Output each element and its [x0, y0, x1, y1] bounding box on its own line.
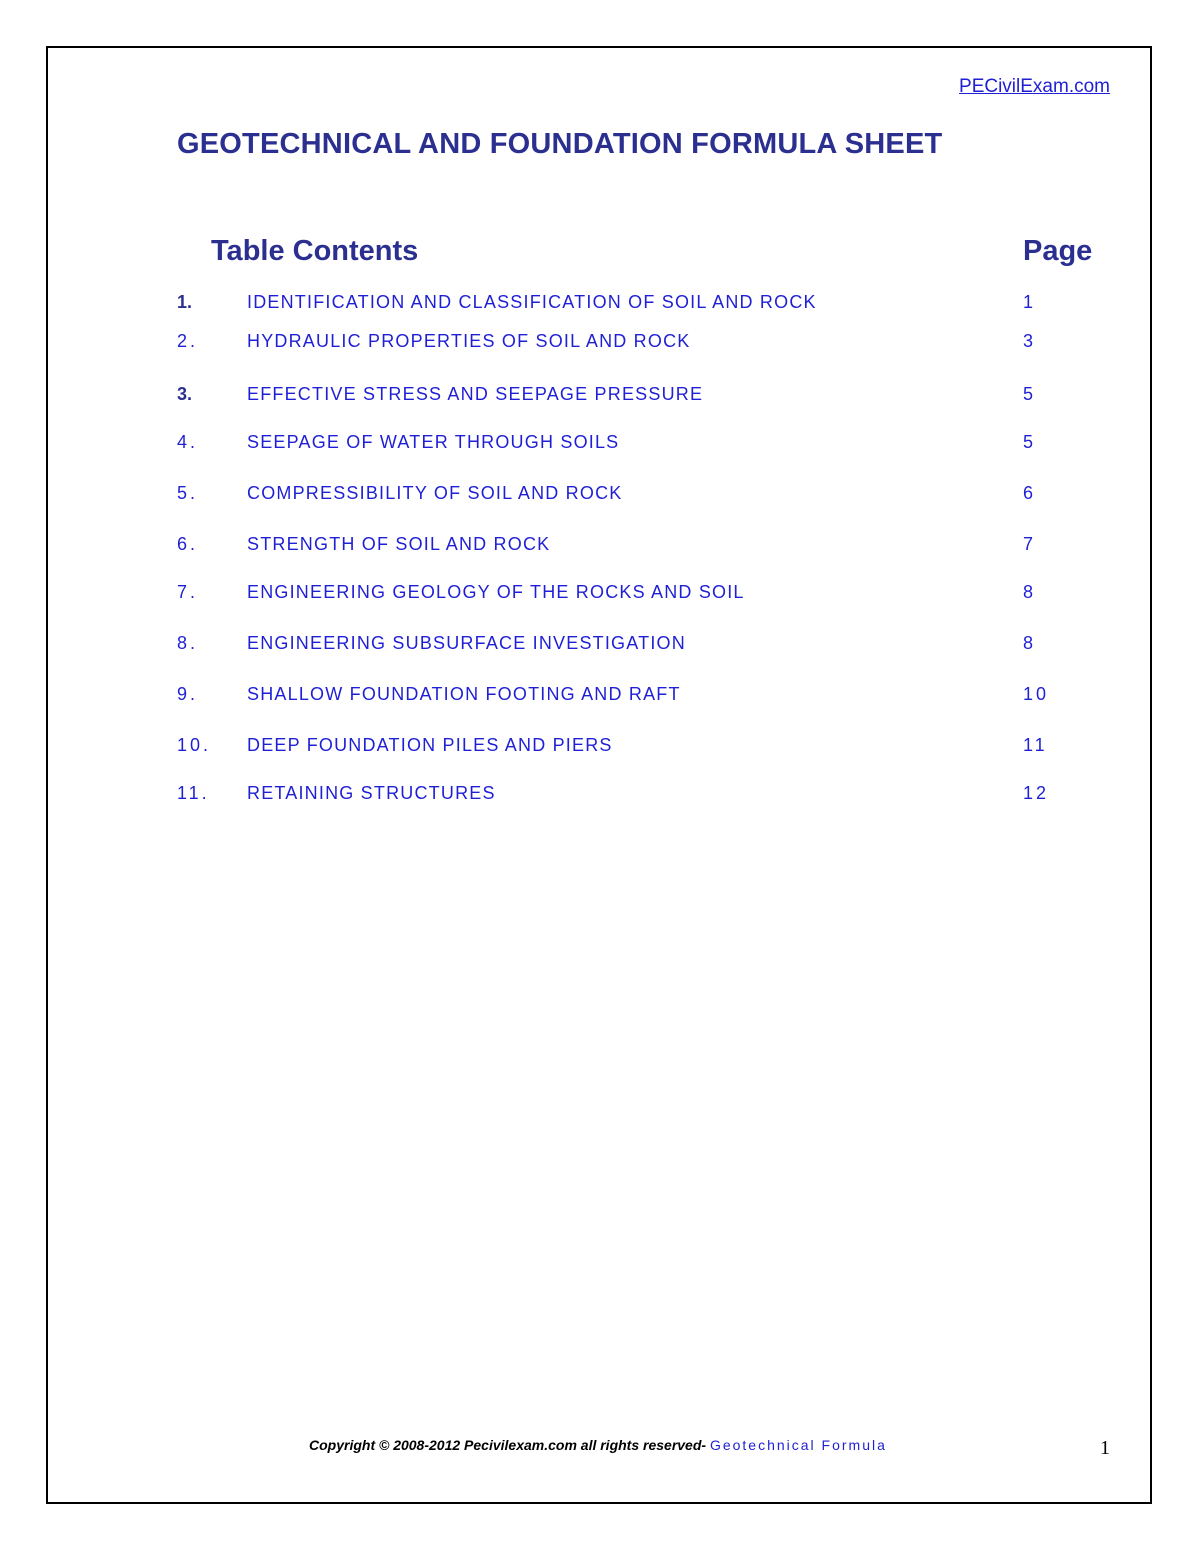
footer-reference: Geotechnical Formula [709, 1437, 887, 1453]
toc-item-number: 10. [177, 735, 212, 755]
toc-page-heading: Page [1023, 235, 1093, 267]
toc-item-number: 11. [177, 783, 210, 803]
copyright-text: Copyright © 2008-2012 Pecivilexam.com all rights reserved- [309, 1437, 710, 1453]
toc-item-page: 5 [1023, 432, 1037, 452]
toc-row[interactable] [0, 735, 1200, 761]
toc-item-title[interactable]: HYDRAULIC PROPERTIES OF SOIL AND ROCK [247, 331, 691, 351]
toc-item-title[interactable]: RETAINING STRUCTURES [247, 783, 496, 803]
toc-item-title[interactable]: SHALLOW FOUNDATION FOOTING AND RAFT [247, 684, 681, 704]
toc-item-page: 6 [1023, 483, 1037, 503]
toc-item-title[interactable]: ENGINEERING GEOLOGY OF THE ROCKS AND SOIL [247, 582, 745, 602]
toc-item-number: 8. [177, 633, 199, 653]
toc-row[interactable] [0, 432, 1200, 458]
toc-item-title[interactable]: ENGINEERING SUBSURFACE INVESTIGATION [247, 633, 686, 653]
toc-item-number: 2. [177, 331, 199, 351]
toc-item-title[interactable]: STRENGTH OF SOIL AND ROCK [247, 534, 551, 554]
toc-item-page: 12 [1023, 783, 1050, 803]
toc-item-page: 3 [1023, 331, 1037, 351]
footer-copyright [309, 1437, 887, 1453]
site-link[interactable]: PECivilExam.com [959, 76, 1110, 97]
toc-item-page: 8 [1023, 582, 1037, 602]
toc-heading: Table Contents [211, 235, 419, 267]
toc-row[interactable] [0, 783, 1200, 809]
toc-item-page: 7 [1023, 534, 1037, 554]
page-number: 1 [1100, 1437, 1110, 1459]
toc-row[interactable] [0, 384, 1200, 410]
toc-item-number: 4. [177, 432, 199, 452]
toc-item-title[interactable]: IDENTIFICATION AND CLASSIFICATION OF SOIL AND ROCK [247, 292, 817, 312]
toc-item-title[interactable]: EFFECTIVE STRESS AND SEEPAGE PRESSURE [247, 384, 704, 404]
toc-row[interactable] [0, 582, 1200, 608]
toc-item-page: 1 [1023, 292, 1037, 312]
document-title: GEOTECHNICAL AND FOUNDATION FORMULA SHEET [177, 128, 943, 160]
toc-row[interactable] [0, 483, 1200, 509]
toc-item-title[interactable]: DEEP FOUNDATION PILES AND PIERS [247, 735, 613, 755]
toc-item-title[interactable]: COMPRESSIBILITY OF SOIL AND ROCK [247, 483, 623, 503]
toc-item-number: 9. [177, 684, 199, 704]
toc-row[interactable] [0, 292, 1200, 318]
toc-item-number: 6. [177, 534, 199, 554]
toc-item-number: 5. [177, 483, 199, 503]
toc-row[interactable] [0, 331, 1200, 357]
toc-item-page: 10 [1023, 684, 1050, 704]
toc-item-page: 5 [1023, 384, 1037, 404]
toc-row[interactable] [0, 534, 1200, 560]
toc-item-title[interactable]: SEEPAGE OF WATER THROUGH SOILS [247, 432, 620, 452]
toc-item-page: 11 [1023, 735, 1048, 755]
toc-item-page: 8 [1023, 633, 1037, 653]
toc-row[interactable] [0, 684, 1200, 710]
toc-item-number: 3. [177, 384, 193, 404]
toc-item-number: 7. [177, 582, 199, 602]
toc-row[interactable] [0, 633, 1200, 659]
toc-item-number: 1. [177, 292, 193, 312]
